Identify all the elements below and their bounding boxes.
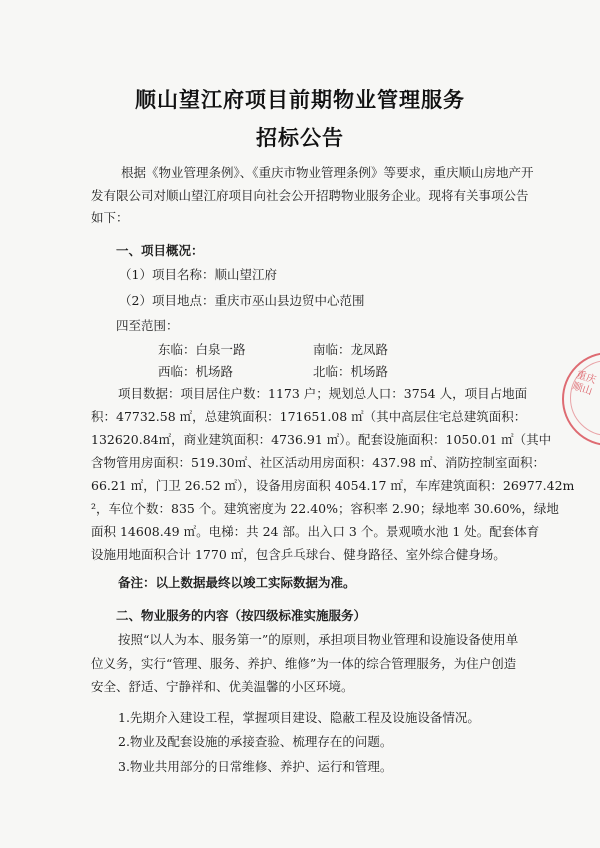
section2-heading: 二、物业服务的内容（按四级标准实施服务） (116, 608, 367, 623)
principle-line-2: 位义务，实行“管理、服务、养护、维修”为一体的综合管理服务，为住户创造 (91, 656, 517, 671)
service-item-1: 1.先期介入建设工程，掌握项目建设、隐蔽工程及设施设备情况。 (118, 710, 480, 725)
project-location: （2）项目地点：重庆市巫山县边贸中心范围 (119, 293, 365, 308)
data-line-6: ²，车位个数：835 个。建筑密度为 22.40%；容积率 2.90；绿地率 30.60%，绿地 (91, 501, 559, 516)
document-subtitle: 招标公告 (256, 126, 344, 150)
service-item-3: 3.物业共用部分的日常维修、养护、运行和管理。 (118, 759, 393, 774)
project-name: （1）项目名称：顺山望江府 (119, 267, 277, 282)
data-line-3: 132620.84㎡，商业建筑面积：4736.91 ㎡）。配套设施面积：1050.01 ㎡（其中 (91, 432, 552, 447)
data-note: 备注：以上数据最终以竣工实际数据为准。 (118, 575, 356, 590)
data-line-4: 含物管用房面积：519.30㎡、社区活动用房面积：437.98 ㎡、消防控制室面积： (91, 455, 545, 470)
intro-line-3: 如下： (91, 210, 129, 225)
service-item-2: 2.物业及配套设施的承接查验、梳理存在的问题。 (118, 734, 393, 749)
range-south: 南临：龙凤路 (313, 342, 389, 357)
section1-heading: 一、项目概况： (116, 243, 204, 258)
range-label: 四至范围： (116, 318, 179, 333)
intro-line-1: 根据《物业管理条例》、《重庆市物业管理条例》等要求，重庆顺山房地产开 (121, 165, 534, 180)
company-seal-text: 重庆顺山 (571, 369, 598, 398)
range-west: 西临：机场路 (158, 364, 234, 379)
data-line-5: 66.21 ㎡，门卫 26.52 ㎡），设备用房面积 4054.17 ㎡，车库建筑面积：26977.42m (91, 478, 575, 493)
intro-line-2: 发有限公司对顺山望江府项目向社会公开招聘物业服务企业。现将有关事项公告 (91, 188, 529, 203)
document-title: 顺山望江府项目前期物业管理服务 (135, 88, 465, 112)
principle-line-1: 按照“以人为本、服务第一”的原则，承担项目物业管理和设施设备使用单 (118, 632, 519, 647)
data-line-8: 设施用地面积合计 1770 ㎡，包含乒乓球台、健身路径、室外综合健身场。 (91, 547, 506, 562)
data-line-7: 面积 14608.49 ㎡。电梯：共 24 部。出入口 3 个。景观喷水池 1 处。配套体育 (91, 524, 540, 539)
principle-line-3: 安全、舒适、宁静祥和、优美温馨的小区环境。 (91, 679, 354, 694)
range-north: 北临：机场路 (313, 364, 389, 379)
data-line-1: 项目数据：项目居住户数：1173 户；规划总人口：3754 人，项目占地面 (118, 386, 528, 401)
data-line-2: 积：47732.58 ㎡，总建筑面积：171651.08 ㎡（其中高层住宅总建筑面积： (91, 409, 527, 424)
range-east: 东临：白泉一路 (158, 342, 246, 357)
